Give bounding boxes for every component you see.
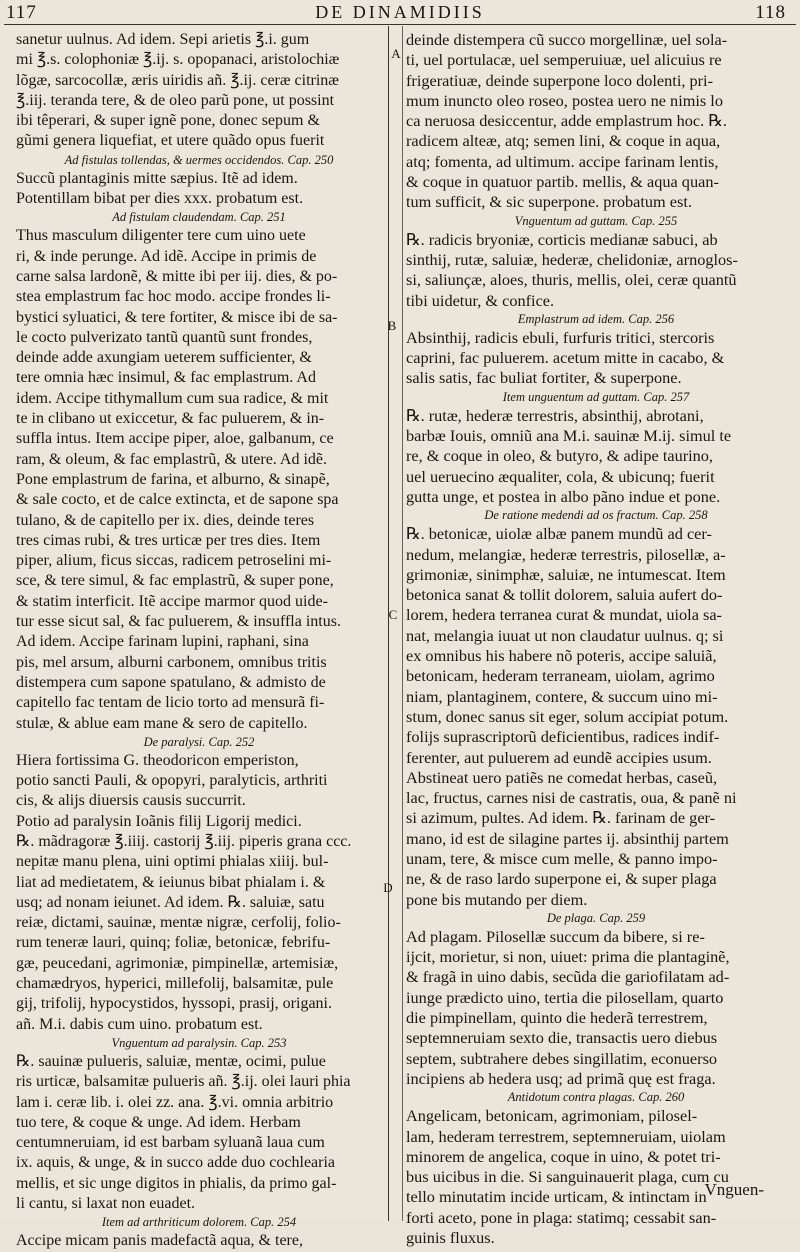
text-line: septemneruiam sexto die, transactis uero diebus xyxy=(406,1028,718,1048)
text-line: Ad plagam. Pilosellæ succum da bibere, si re- xyxy=(406,926,705,946)
text-line: betonicam, hederam terraneam, uiolam, agrimo xyxy=(406,666,715,686)
text-line: sinthij, rutæ, saluiæ, hederæ, chelidoniæ, arnoglos- xyxy=(406,249,738,269)
text-line: reiæ, dictami, sauinæ, mentæ nigræ, cerfolij, folio- xyxy=(16,914,341,932)
text-line: idem. Accipe tithymallum cum sua radice, & mit xyxy=(16,389,329,407)
text-line: te in clibano ut exiccetur, & fac puluerem, & in- xyxy=(16,410,325,428)
page-number-left: 117 xyxy=(6,2,37,23)
text-line: re, & coque in oleo, & butyro, & adipe taurino, xyxy=(406,446,714,466)
text-line: cis, & alijs diuersis causis succurrit. xyxy=(16,792,246,810)
text-line: carne salsa lardonẽ, & mitte ibi per iij. dies, & po- xyxy=(16,267,338,285)
text-line: nepitæ manu plena, uini optimi phialas xiiij. bul- xyxy=(16,853,329,871)
text-line: gij, trifolij, hypocystidos, hyssopi, prasij, origani. xyxy=(16,995,332,1013)
running-title: DE DINAMIDIIS xyxy=(315,2,485,22)
text-line: tibi uidetur, & confice. xyxy=(406,290,555,310)
text-line: ne, & de raso lardo superpone ei, & super plaga xyxy=(406,869,717,889)
right-column xyxy=(406,30,786,1248)
text-line: ferenter, aut puluerem ad eundẽ accipies usum. xyxy=(406,747,712,767)
text-line: stum, donec sanus sit eger, solum accipiat potum. xyxy=(406,706,729,726)
text-line: ℞. betonicæ, uiolæ albæ panem mundũ ad cer- xyxy=(406,524,712,544)
header-rule xyxy=(4,24,796,25)
text-line: Potentillam bibat per dies xxx. probatum est. xyxy=(16,190,304,208)
text-line: folijs suprascriptorũ deficientibus, radices indif- xyxy=(406,727,720,747)
text-line: stulæ, & ablue eam mane & sero de capitello. xyxy=(16,714,308,732)
text-line: mano, id est de silagine partes ij. absinthij partem xyxy=(406,828,729,848)
text-line: tum sufficit, & sic superpone. probatum est. xyxy=(406,192,692,212)
text-line: & statim interficit. Itẽ accipe marmor quod uide- xyxy=(16,592,328,610)
chapter-heading: De ratione medendi ad os fractum. Cap. 258 xyxy=(484,508,708,523)
text-line: piper, alium, ficus siccas, radicem petroselini mi- xyxy=(16,552,332,570)
text-line: tello minutatim incide urticam, & intinctam in xyxy=(406,1187,707,1207)
text-line: gæ, peucedani, agrimoniæ, pimpinellæ, artemisiæ, xyxy=(16,954,339,972)
chapter-heading: Item unguentum ad guttam. Cap. 257 xyxy=(502,389,690,404)
text-line: ℞. rutæ, hederæ terrestris, absinthij, abrotani, xyxy=(406,405,704,425)
text-line: bus uicibus in die. Si sanguinauerit plaga, cum cu xyxy=(406,1167,729,1187)
text-line: le cocto pulverizato tantũ quantũ sunt frondes, xyxy=(16,328,313,346)
text-line: deinde adde axungiam ueterem sufficienter, & xyxy=(16,349,312,367)
text-line: lorem, hedera terranea curat & mundat, uiola sa- xyxy=(406,605,722,625)
text-line: Accipe micam panis madefactã aqua, & tere, xyxy=(16,1232,303,1250)
text-line: iunge prædicto uino, tertia die pilosellam, quarto xyxy=(406,987,724,1007)
text-line: Pone emplastrum de farina, et alburno, & sinapẽ, xyxy=(16,470,330,488)
text-line: niam, plantaginem, contere, & succum uino mi- xyxy=(406,686,718,706)
text-line: liat ad medietatem, & ieiunus bibat phialam i. & xyxy=(16,873,326,891)
chapter-heading: Item ad arthriticum dolorem. Cap. 254 xyxy=(101,1215,297,1230)
text-line: mi ℥.s. colophoniæ ℥.ij. s. opopanaci, aristolochiæ xyxy=(16,51,340,69)
text-line: ℞. radicis bryoniæ, corticis medianæ sabuci, ab xyxy=(406,229,718,249)
chapter-heading: Vnguentum ad paralysin. Cap. 253 xyxy=(111,1035,287,1050)
text-line: ℞. sauinæ pulueris, saluiæ, mentæ, ocimi, pulue xyxy=(16,1052,326,1070)
text-line: guinis fluxus. xyxy=(406,1228,495,1248)
text-line: ix. aquis, & unge, & in succo adde duo cochlearia xyxy=(16,1154,336,1172)
text-line: tuo tere, & coque & unge. Ad idem. Herbam xyxy=(16,1113,301,1131)
catchword: Vnguen- xyxy=(704,1180,764,1199)
text-line: uel ueruecino æqualiter, cola, & ubicunq; fuerit xyxy=(406,466,715,486)
text-line: salis satis, fac buliat fortiter, & superpone. xyxy=(406,368,682,388)
text-line: potio sancti Pauli, & opopyri, paralyticis, arthriti xyxy=(16,772,328,790)
text-line: li cantu, si laxat non euadet. xyxy=(16,1195,196,1213)
text-line: ijcit, morietur, si non, uiuet: prima die plantaginẽ, xyxy=(406,947,730,967)
text-line: deinde distempera cũ succo morgellinæ, uel sola- xyxy=(406,30,728,49)
text-line: añ. M.i. dabis cum uino. probatum est. xyxy=(16,1015,263,1033)
text-line: ca neruosa desiccentur, adde emplastrum hoc. ℞. xyxy=(406,111,727,131)
text-line: stea emplastrum fac hoc modo. accipe frondes li- xyxy=(16,288,331,306)
text-line: caprini, fac puluerem. acetum mitte in cacabo, & xyxy=(406,348,725,368)
text-line: ℥.iij. teranda tere, & de oleo parũ pone, ut possint xyxy=(16,91,335,109)
text-line: suffla intus. Item accipe piper, aloe, galbanum, ce xyxy=(16,430,334,448)
text-line: lac, fructus, carnes nisi de castratis, oua, & panẽ ni xyxy=(406,788,737,808)
chapter-heading: De plaga. Cap. 259 xyxy=(546,910,646,925)
text-line: tres cimas rubi, & tres urticæ per tres dies. Item xyxy=(16,531,321,549)
margin-letter-b: B xyxy=(387,318,397,333)
text-line: Succũ plantaginis mitte sæpius. Itẽ ad idem. xyxy=(16,169,298,187)
text-line: radicem alteæ, atq; semen lini, & coque in aqua, xyxy=(406,131,721,151)
text-line: barbæ Iouis, omniũ ana M.i. sauinæ M.ij. simul te xyxy=(406,426,732,446)
text-line: ri, & inde perunge. Ad idẽ. Accipe in primis de xyxy=(16,247,317,265)
text-line: pis, mel arsum, alburni carbonem, omnibus tritis xyxy=(16,653,327,671)
page-number-right: 118 xyxy=(755,2,786,23)
text-line: die pimpinellam, quinto die hederã terrestrem, xyxy=(406,1008,708,1028)
text-line: minorem de angelica, coque in uino, & potet tri- xyxy=(406,1146,721,1166)
text-line: Absinthij, radicis ebuli, furfuris tritici, stercoris xyxy=(406,327,715,347)
text-line: gutta unge, et postea in albo pãno indue et pone. xyxy=(406,486,721,506)
text-line: septem, subtrahere debes singillatim, econuerso xyxy=(406,1048,718,1068)
text-line: Angelicam, betonicam, agrimoniam, pilosel- xyxy=(406,1106,698,1126)
text-line: centumneruiam, id est barbam syluanã laua cum xyxy=(16,1134,325,1152)
text-line: ti, uel portulacæ, uel semperuiuæ, uel alicuius re xyxy=(406,50,722,70)
text-line: mum inuncto oleo roseo, postea uero ne nimis lo xyxy=(406,90,723,110)
text-line: Potio ad paralysin Ioãnis filij Ligorij medici. xyxy=(16,812,302,830)
text-line: rum teneræ lauri, quinq; foliæ, betonicæ, febrifu- xyxy=(16,934,331,952)
text-line: usq; ad nonam ieiunet. Ad idem. ℞. saluiæ, satu xyxy=(16,893,325,911)
text-line: distempera cum sapone spatulano, & admisto de xyxy=(16,673,326,691)
text-line: ℞. mãdragoræ ℥.iiij. castorij ℥.iij. piperis grana ccc. xyxy=(16,832,352,850)
text-line: betonica sanat & tollit dolorem, saluia aufert do- xyxy=(406,585,723,605)
text-line: frigeratiuæ, deinde superpone loco dolenti, pri- xyxy=(406,70,713,90)
page-header xyxy=(0,0,800,26)
text-line: Thus masculum diligenter tere cum uino uete xyxy=(16,227,306,245)
chapter-heading: Antidotum contra plagas. Cap. 260 xyxy=(507,1090,685,1105)
chapter-heading: Ad fistulas tollendas, & uermes occidendos. Cap. 250 xyxy=(64,152,334,167)
text-line: Ad idem. Accipe farinam lupini, raphani, sina xyxy=(16,633,309,651)
text-line: ram, & oleum, & fac emplastrũ, & utere. Ad idẽ. xyxy=(16,450,328,468)
text-line: tur esse sicut sal, & fac puluerem, & insuffla intus. xyxy=(16,613,341,631)
chapter-heading: Emplastrum ad idem. Cap. 256 xyxy=(517,311,675,326)
text-line: capitello fac tentam de licio torto ad mensurã fi- xyxy=(16,694,325,712)
text-line: tere omnia hæc insimul, & fac emplastrum. Ad xyxy=(16,369,316,387)
column-divider xyxy=(388,26,389,1221)
text-line: si, saliunçæ, aloes, thuris, mellis, olei, ceræ quantũ xyxy=(406,270,737,290)
text-line: Abstineat uero patiẽs ne comedat herbas, caseũ, xyxy=(406,767,718,787)
text-line: lam i. ceræ lib. i. olei zz. ana. ℥.vi. omnia arbitrio xyxy=(16,1093,334,1111)
text-line: sanetur uulnus. Ad idem. Sepi arietis ℥.i. gum xyxy=(16,31,310,48)
margin-letter-c: C xyxy=(388,607,398,622)
chapter-heading: Vnguentum ad guttam. Cap. 255 xyxy=(514,213,678,228)
chapter-heading: De paralysi. Cap. 252 xyxy=(143,734,255,749)
text-line: & sale cocto, et de calce extincta, et de sapone spa xyxy=(16,491,339,509)
text-line: lam, hederam terrestrem, septemneruiam, uiolam xyxy=(406,1126,726,1146)
text-line: ex omnibus his habere nõ poteris, accipe saluiã, xyxy=(406,646,717,666)
margin-letter-a: A xyxy=(391,46,401,61)
text-line: sce, & tere simul, & fac emplastrũ, & super pone, xyxy=(16,572,334,590)
text-line: & coque in quatuor partib. mellis, & aqua quan- xyxy=(406,172,719,192)
text-line: nedum, melangiæ, hederæ terrestris, pilosellæ, a- xyxy=(406,544,726,564)
left-column xyxy=(16,30,382,1252)
text-line: incipiens ab hedera usq; ad primã quę est fraga. xyxy=(406,1068,716,1088)
text-line: forti aceto, pone in plaga: statimq; cessabit san- xyxy=(406,1207,717,1227)
text-line: & fragã in uino dabis, secũda die gariofilatam ad- xyxy=(406,967,730,987)
margin-letter-d: D xyxy=(383,880,393,895)
text-line: mellis, et sic unge digitos in phialis, da primo gal- xyxy=(16,1174,337,1192)
text-line: gũmi genera liquefiat, et utere quãdo opus fuerit xyxy=(16,132,325,150)
margin-rule xyxy=(402,26,403,1221)
text-line: grimoniæ, sinimphæ, saluiæ, ne intumescat. Item xyxy=(406,564,726,584)
text-line: nat, melangia iuuat ut non claudatur uulnus. q; si xyxy=(406,625,724,645)
text-line: Hiera fortissima G. theodoricon emperiston, xyxy=(16,751,299,769)
chapter-heading: Ad fistulam claudendam. Cap. 251 xyxy=(112,210,286,225)
text-line: ris urticæ, balsamitæ pulueris añ. ℥.ij. olei lauri phia xyxy=(16,1073,351,1091)
text-line: si azimum, pultes. Ad idem. ℞. farinam de ger- xyxy=(406,808,716,828)
text-line: chamædryos, hyperici, millefolij, balsamitæ, pule xyxy=(16,975,334,993)
text-line: bystici syluatici, & tere fortiter, & misce ibi de sa- xyxy=(16,308,338,326)
text-line: tulano, & de capitello per ix. dies, deinde teres xyxy=(16,511,315,529)
text-line: pone bis mutando per diem. xyxy=(406,889,588,909)
text-line: unam, tere, & misce cum melle, & panno impo- xyxy=(406,848,718,868)
text-line: ibi têperari, & super ignẽ pone, donec sepum & xyxy=(16,112,320,130)
text-line: atq; fomenta, ad ultimum. accipe farinam lentis, xyxy=(406,151,719,171)
text-line: lõgæ, sarcocollæ, æris uiridis añ. ℥.ij. ceræ citrinæ xyxy=(16,71,339,89)
